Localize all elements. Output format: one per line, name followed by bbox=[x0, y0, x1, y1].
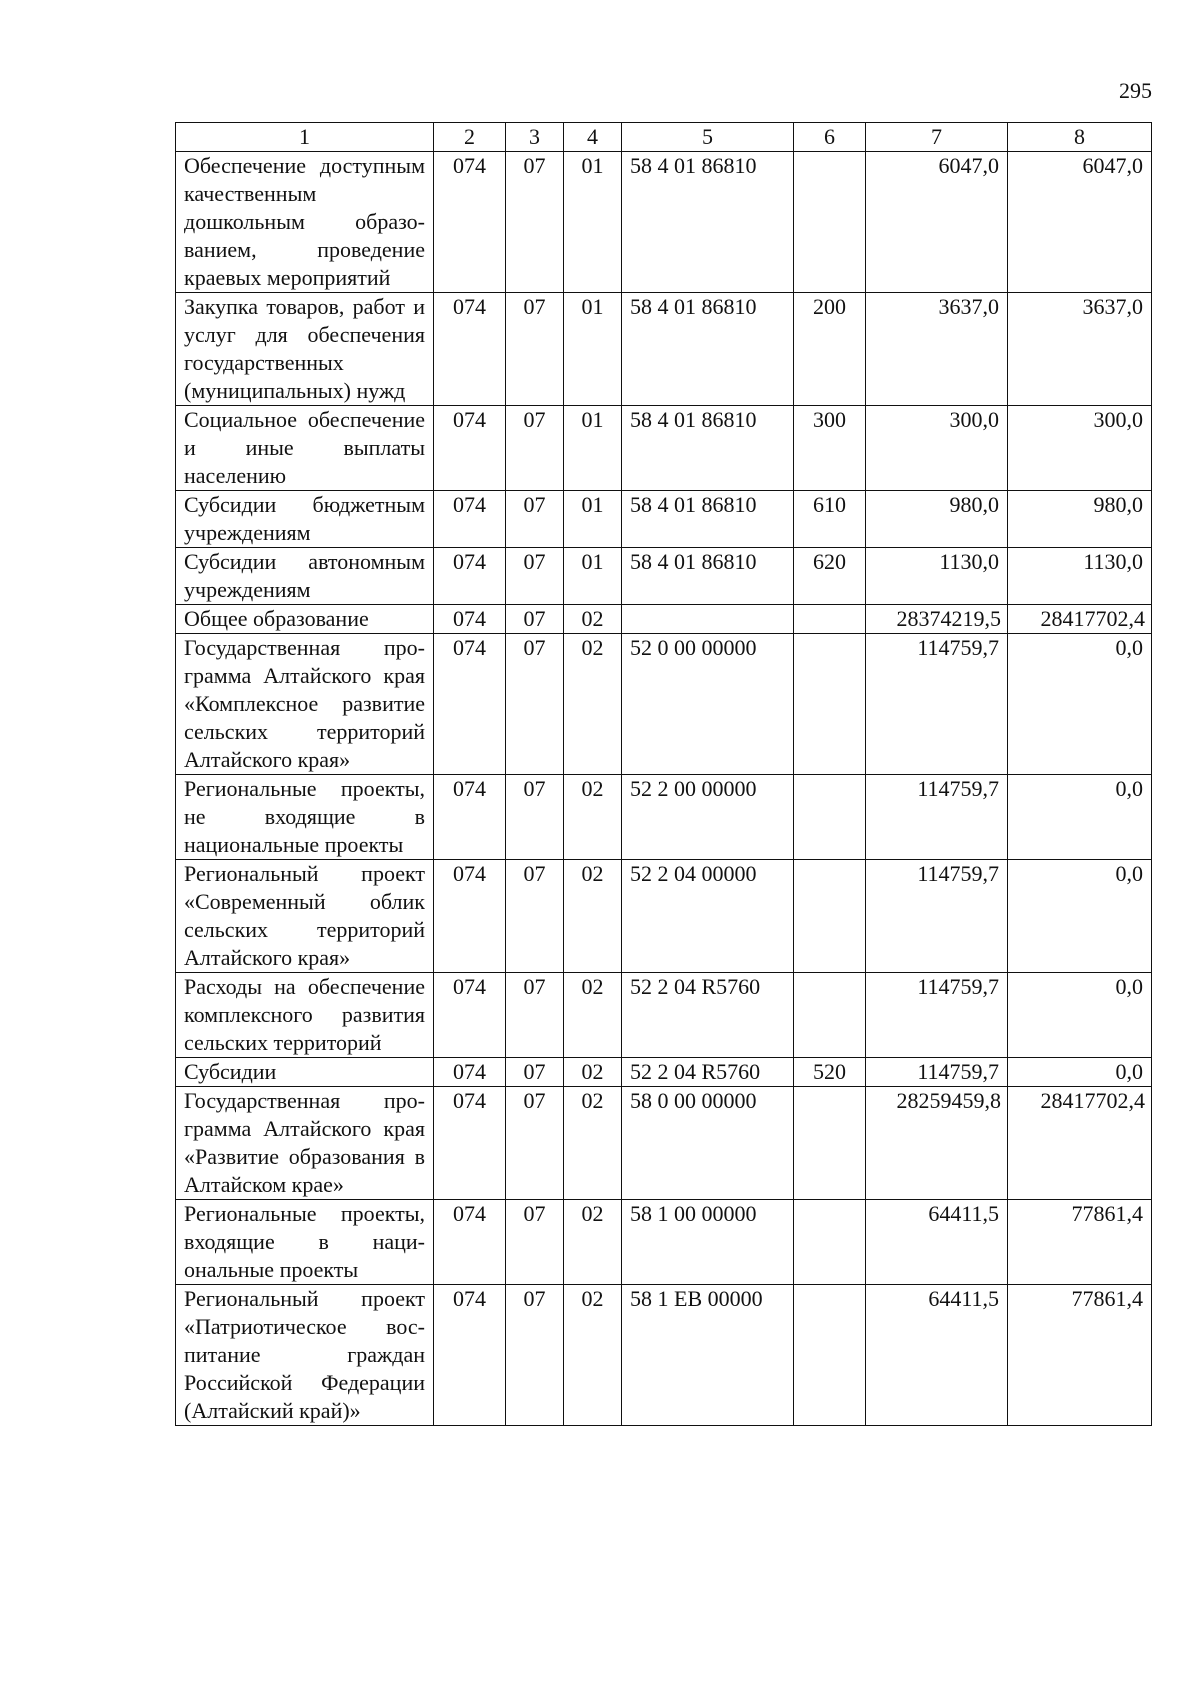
header-col-4: 4 bbox=[564, 123, 622, 152]
cell-admin-code: 074 bbox=[434, 548, 506, 605]
cell-expense-type bbox=[794, 775, 866, 860]
cell-admin-code: 074 bbox=[434, 406, 506, 491]
cell-subsection: 02 bbox=[564, 605, 622, 634]
row-name: Региональный проект «Патриотическое воспитание граждан Российской Федерации (Алтайский край)» bbox=[176, 1285, 434, 1426]
cell-admin-code: 074 bbox=[434, 1058, 506, 1087]
cell-target-code: 52 2 04 00000 bbox=[622, 860, 794, 973]
cell-amount-year-1: 300,0 bbox=[866, 406, 1008, 491]
cell-section: 07 bbox=[506, 152, 564, 293]
cell-expense-type bbox=[794, 973, 866, 1058]
cell-subsection: 01 bbox=[564, 152, 622, 293]
cell-subsection: 02 bbox=[564, 973, 622, 1058]
header-col-3: 3 bbox=[506, 123, 564, 152]
cell-target-code: 58 4 01 86810 bbox=[622, 406, 794, 491]
cell-section: 07 bbox=[506, 548, 564, 605]
cell-expense-type bbox=[794, 605, 866, 634]
row-name: Государственная программа Алтайского края «Комплексное развитие сельских территорий Алтайского края» bbox=[176, 634, 434, 775]
cell-admin-code: 074 bbox=[434, 491, 506, 548]
table-row bbox=[176, 1087, 1152, 1200]
header-col-8: 8 bbox=[1008, 123, 1152, 152]
row-name: Социальное обеспечение и иные выплаты населению bbox=[176, 406, 434, 491]
cell-amount-year-1: 114759,7 bbox=[866, 973, 1008, 1058]
cell-subsection: 01 bbox=[564, 548, 622, 605]
row-name: Региональные проекты, входящие в национальные проекты bbox=[176, 1200, 434, 1285]
cell-amount-year-1: 114759,7 bbox=[866, 1058, 1008, 1087]
table-row bbox=[176, 152, 1152, 293]
cell-target-code: 58 4 01 86810 bbox=[622, 293, 794, 406]
cell-admin-code: 074 bbox=[434, 293, 506, 406]
cell-expense-type bbox=[794, 1087, 866, 1200]
cell-target-code: 58 4 01 86810 bbox=[622, 152, 794, 293]
cell-subsection: 01 bbox=[564, 491, 622, 548]
cell-subsection: 02 bbox=[564, 1200, 622, 1285]
cell-target-code: 58 4 01 86810 bbox=[622, 491, 794, 548]
header-col-6: 6 bbox=[794, 123, 866, 152]
cell-section: 07 bbox=[506, 1200, 564, 1285]
cell-amount-year-2: 28417702,4 bbox=[1008, 1087, 1152, 1200]
cell-amount-year-1: 3637,0 bbox=[866, 293, 1008, 406]
cell-section: 07 bbox=[506, 491, 564, 548]
cell-section: 07 bbox=[506, 293, 564, 406]
cell-section: 07 bbox=[506, 973, 564, 1058]
cell-amount-year-1: 28374219,5 bbox=[866, 605, 1008, 634]
header-col-1: 1 bbox=[176, 123, 434, 152]
cell-expense-type bbox=[794, 1285, 866, 1426]
cell-amount-year-1: 1130,0 bbox=[866, 548, 1008, 605]
cell-target-code: 52 0 00 00000 bbox=[622, 634, 794, 775]
cell-subsection: 02 bbox=[564, 1087, 622, 1200]
cell-admin-code: 074 bbox=[434, 1200, 506, 1285]
cell-amount-year-1: 114759,7 bbox=[866, 634, 1008, 775]
cell-target-code: 58 0 00 00000 bbox=[622, 1087, 794, 1200]
cell-expense-type: 200 bbox=[794, 293, 866, 406]
table-row bbox=[176, 973, 1152, 1058]
cell-subsection: 02 bbox=[564, 1285, 622, 1426]
cell-amount-year-2: 0,0 bbox=[1008, 634, 1152, 775]
cell-amount-year-2: 28417702,4 bbox=[1008, 605, 1152, 634]
cell-section: 07 bbox=[506, 1087, 564, 1200]
row-name: Государственная программа Алтайского края «Развитие образования в Алтайском крае» bbox=[176, 1087, 434, 1200]
cell-expense-type bbox=[794, 1200, 866, 1285]
table-row bbox=[176, 775, 1152, 860]
table-row bbox=[176, 605, 1152, 634]
row-name: Субсидии bbox=[176, 1058, 434, 1087]
cell-admin-code: 074 bbox=[434, 973, 506, 1058]
cell-amount-year-1: 114759,7 bbox=[866, 860, 1008, 973]
header-col-7: 7 bbox=[866, 123, 1008, 152]
cell-section: 07 bbox=[506, 605, 564, 634]
cell-expense-type: 300 bbox=[794, 406, 866, 491]
cell-section: 07 bbox=[506, 634, 564, 775]
cell-subsection: 02 bbox=[564, 775, 622, 860]
cell-amount-year-1: 28259459,8 bbox=[866, 1087, 1008, 1200]
table-row bbox=[176, 293, 1152, 406]
cell-target-code: 52 2 04 R5760 bbox=[622, 973, 794, 1058]
cell-amount-year-1: 114759,7 bbox=[866, 775, 1008, 860]
row-name: Субсидии автономным учреждениям bbox=[176, 548, 434, 605]
page-number: 295 bbox=[1119, 78, 1152, 103]
row-name: Расходы на обеспечение комплексного развития сельских территорий bbox=[176, 973, 434, 1058]
cell-admin-code: 074 bbox=[434, 1285, 506, 1426]
cell-amount-year-1: 6047,0 bbox=[866, 152, 1008, 293]
cell-expense-type bbox=[794, 634, 866, 775]
budget-table bbox=[175, 122, 1152, 1426]
cell-section: 07 bbox=[506, 775, 564, 860]
cell-section: 07 bbox=[506, 406, 564, 491]
cell-subsection: 02 bbox=[564, 634, 622, 775]
cell-admin-code: 074 bbox=[434, 634, 506, 775]
cell-amount-year-1: 64411,5 bbox=[866, 1285, 1008, 1426]
cell-amount-year-1: 980,0 bbox=[866, 491, 1008, 548]
cell-target-code: 58 1 EB 00000 bbox=[622, 1285, 794, 1426]
cell-expense-type bbox=[794, 152, 866, 293]
table-row bbox=[176, 1200, 1152, 1285]
cell-amount-year-2: 3637,0 bbox=[1008, 293, 1152, 406]
cell-admin-code: 074 bbox=[434, 152, 506, 293]
table-row bbox=[176, 1058, 1152, 1087]
header-row bbox=[176, 123, 1152, 152]
cell-target-code: 58 1 00 00000 bbox=[622, 1200, 794, 1285]
header-col-2: 2 bbox=[434, 123, 506, 152]
table-row bbox=[176, 634, 1152, 775]
cell-admin-code: 074 bbox=[434, 775, 506, 860]
header-col-5: 5 bbox=[622, 123, 794, 152]
cell-amount-year-2: 1130,0 bbox=[1008, 548, 1152, 605]
cell-expense-type: 610 bbox=[794, 491, 866, 548]
table-row bbox=[176, 491, 1152, 548]
cell-section: 07 bbox=[506, 1285, 564, 1426]
cell-amount-year-2: 980,0 bbox=[1008, 491, 1152, 548]
cell-target-code: 58 4 01 86810 bbox=[622, 548, 794, 605]
cell-expense-type: 520 bbox=[794, 1058, 866, 1087]
cell-target-code bbox=[622, 605, 794, 634]
row-name: Закупка товаров, работ и услуг для обеспечения государственных (муниципальных) нужд bbox=[176, 293, 434, 406]
cell-section: 07 bbox=[506, 1058, 564, 1087]
cell-amount-year-1: 64411,5 bbox=[866, 1200, 1008, 1285]
table-row bbox=[176, 548, 1152, 605]
cell-subsection: 01 bbox=[564, 406, 622, 491]
row-name: Обеспечение доступным качественным дошкольным образованием, проведение краевых мероприятий bbox=[176, 152, 434, 293]
row-name: Общее образование bbox=[176, 605, 434, 634]
table-row bbox=[176, 406, 1152, 491]
table-row bbox=[176, 1285, 1152, 1426]
cell-amount-year-2: 0,0 bbox=[1008, 775, 1152, 860]
cell-amount-year-2: 300,0 bbox=[1008, 406, 1152, 491]
table-row bbox=[176, 860, 1152, 973]
row-name: Субсидии бюджетным учреждениям bbox=[176, 491, 434, 548]
cell-subsection: 02 bbox=[564, 860, 622, 973]
cell-section: 07 bbox=[506, 860, 564, 973]
row-name: Региональные проекты, не входящие в национальные проекты bbox=[176, 775, 434, 860]
cell-amount-year-2: 77861,4 bbox=[1008, 1200, 1152, 1285]
cell-amount-year-2: 6047,0 bbox=[1008, 152, 1152, 293]
cell-amount-year-2: 77861,4 bbox=[1008, 1285, 1152, 1426]
cell-expense-type bbox=[794, 860, 866, 973]
cell-admin-code: 074 bbox=[434, 860, 506, 973]
cell-expense-type: 620 bbox=[794, 548, 866, 605]
cell-admin-code: 074 bbox=[434, 605, 506, 634]
row-name: Региональный проект «Современный облик сельских территорий Алтайского края» bbox=[176, 860, 434, 973]
cell-amount-year-2: 0,0 bbox=[1008, 860, 1152, 973]
cell-target-code: 52 2 00 00000 bbox=[622, 775, 794, 860]
cell-subsection: 01 bbox=[564, 293, 622, 406]
cell-subsection: 02 bbox=[564, 1058, 622, 1087]
cell-target-code: 52 2 04 R5760 bbox=[622, 1058, 794, 1087]
cell-amount-year-2: 0,0 bbox=[1008, 1058, 1152, 1087]
cell-admin-code: 074 bbox=[434, 1087, 506, 1200]
cell-amount-year-2: 0,0 bbox=[1008, 973, 1152, 1058]
